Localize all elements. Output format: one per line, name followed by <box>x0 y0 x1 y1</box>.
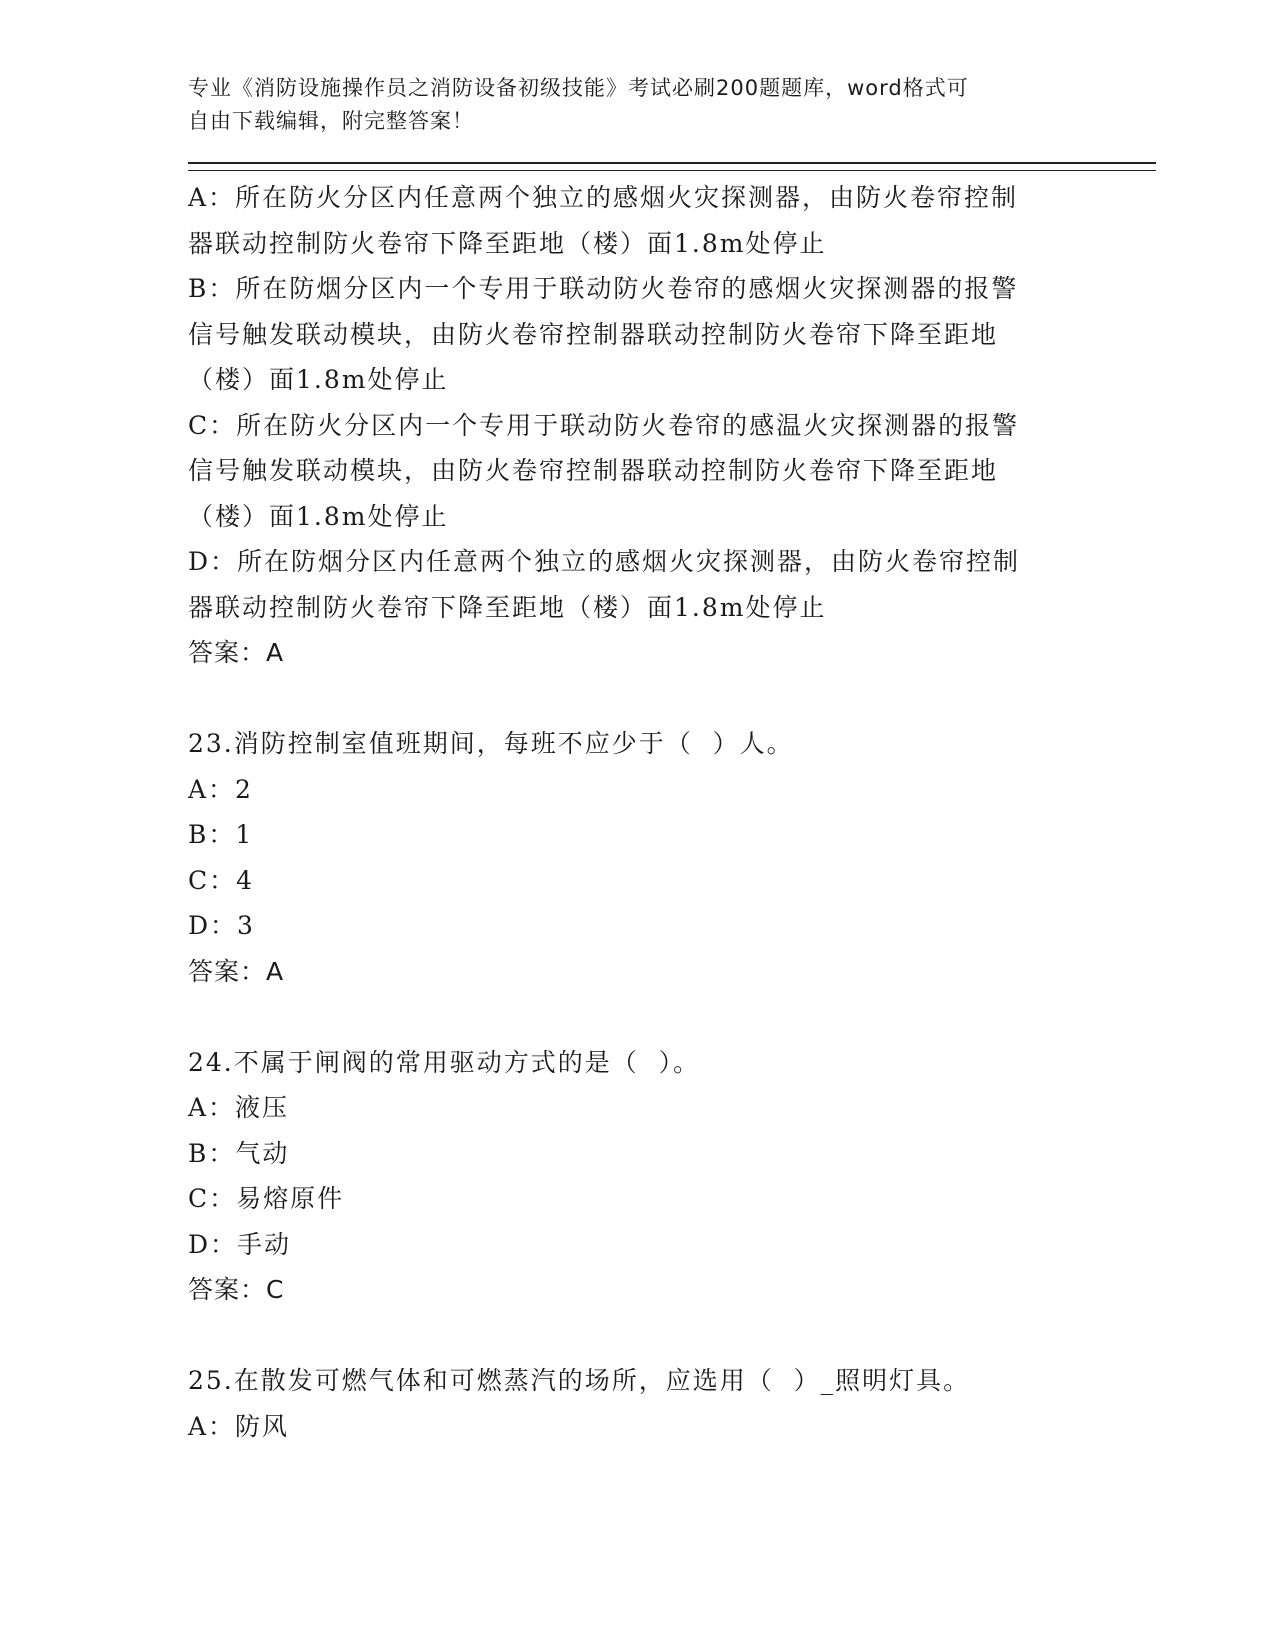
option-c: C：4 <box>188 865 255 895</box>
question-23 <box>188 721 1078 994</box>
option-a: A：防风 <box>188 1411 290 1441</box>
option-line: 信号触发联动模块，由防火卷帘控制器联动控制防火卷帘下降至距地 <box>188 319 999 349</box>
option-b: B：1 <box>188 820 254 849</box>
option-line: B：所在防烟分区内一个专用于联动防火卷帘的感烟火灾探测器的报警 <box>188 274 1019 303</box>
question-text: 24.不属于闸阀的常用驱动方式的是（ ）。 <box>188 1047 701 1077</box>
option-d <box>188 539 1078 630</box>
document-body <box>188 175 1078 1449</box>
option-line: D：所在防烟分区内任意两个独立的感烟火灾探测器，由防火卷帘控制 <box>188 547 1021 576</box>
option-line: C：所在防火分区内一个专用于联动防火卷帘的感温火灾探测器的报警 <box>188 410 1020 440</box>
header-divider <box>188 162 1156 171</box>
option-b <box>188 266 1078 403</box>
spacer <box>188 1313 1078 1359</box>
document-page <box>188 72 1148 1449</box>
option-a <box>188 175 1078 266</box>
option-line: A：所在防火分区内任意两个独立的感烟火灾探测器，由防火卷帘控制 <box>188 183 1019 212</box>
header-line-2: 自由下载编辑，附完整答案！ <box>188 109 474 133</box>
spacer <box>188 676 1078 722</box>
option-a: A：2 <box>188 774 253 804</box>
option-d: D：3 <box>188 911 255 940</box>
option-b: B：气动 <box>188 1138 290 1168</box>
question-text: 25.在散发可燃气体和可燃蒸汽的场所，应选用（ ）_照明灯具。 <box>188 1366 971 1395</box>
option-line: 器联动控制防火卷帘下降至距地（楼）面1.8m处停止 <box>188 228 827 258</box>
header-line-1: 专业《消防设施操作员之消防设备初级技能》考试必刷200题题库，word格式可 <box>188 76 969 100</box>
option-c <box>188 403 1078 540</box>
answer-line: 答案：A <box>188 956 285 986</box>
option-line: 器联动控制防火卷帘下降至距地（楼）面1.8m处停止 <box>188 592 827 622</box>
document-header <box>188 72 1068 138</box>
option-line: （楼）面1.8m处停止 <box>188 501 449 531</box>
question-25 <box>188 1358 1078 1449</box>
question-22 <box>188 175 1078 676</box>
option-a: A：液压 <box>188 1093 290 1122</box>
answer-line: 答案：C <box>188 1275 285 1304</box>
question-text: 23.消防控制室值班期间，每班不应少于（ ）人。 <box>188 729 794 758</box>
spacer <box>188 994 1078 1040</box>
answer-line: 答案：A <box>188 638 285 667</box>
option-d: D：手动 <box>188 1229 292 1259</box>
question-24 <box>188 1040 1078 1313</box>
option-line: （楼）面1.8m处停止 <box>188 365 449 394</box>
option-c: C：易熔原件 <box>188 1184 345 1213</box>
option-line: 信号触发联动模块，由防火卷帘控制器联动控制防火卷帘下降至距地 <box>188 456 999 485</box>
